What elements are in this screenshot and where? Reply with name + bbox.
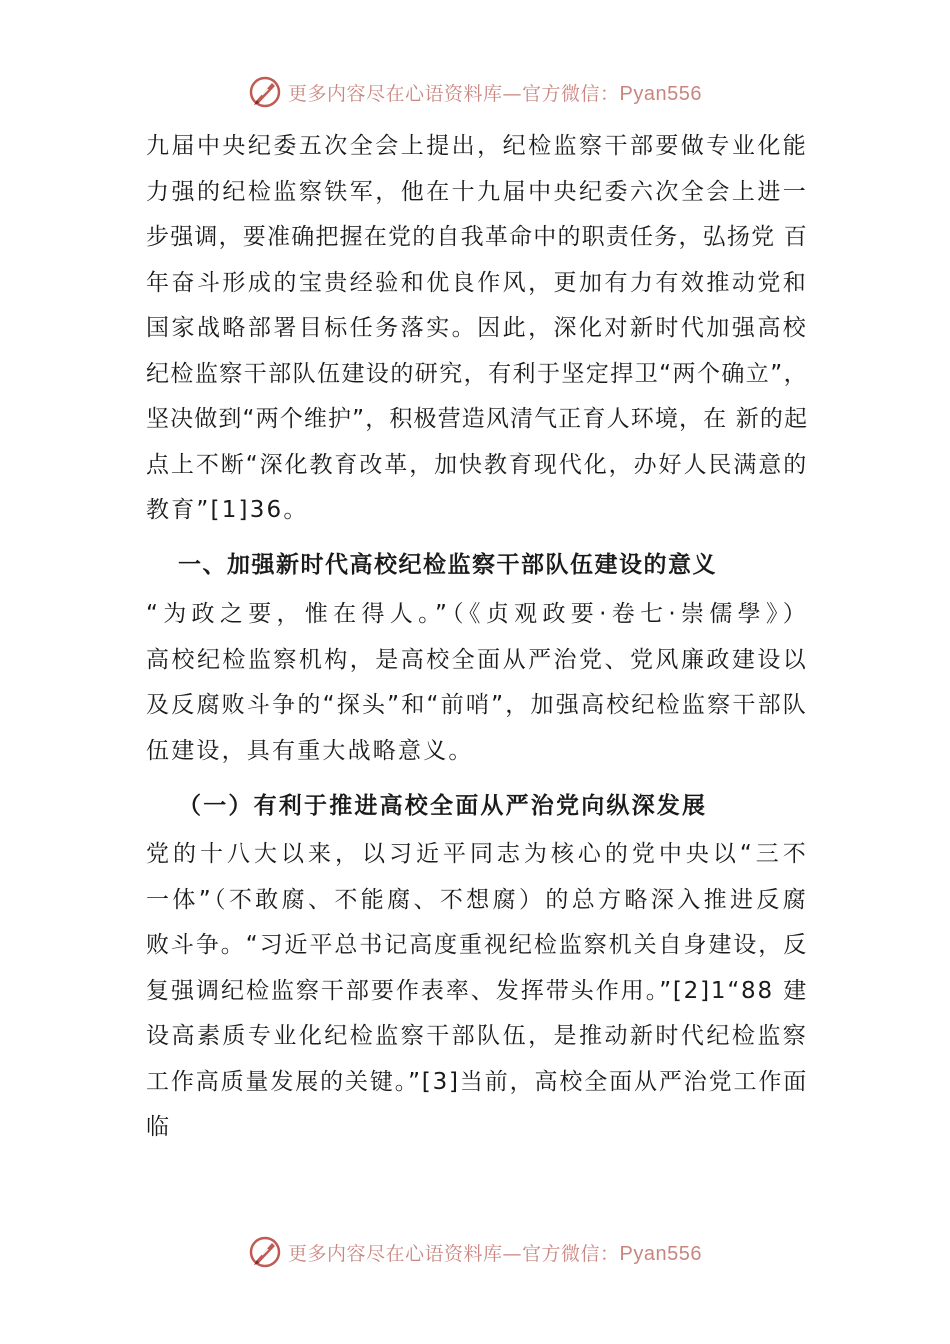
text-line: 力强的纪检监察铁军，他在十九届中央纪委六次全会上进一 [146, 178, 808, 205]
text-line: 坚决做到“两个维护”，积极营造风清气正育人环境，在 新的起 [146, 406, 808, 432]
text-line: 党的十八大以来，以习近平同志为核心的党中央以“三不 [146, 841, 808, 867]
watermark-cn-text: 更多内容尽在心语资料库—官方微信： [288, 1242, 620, 1265]
quill-pen-logo-icon [248, 75, 282, 109]
text-line: 设高素质专业化纪检监察干部队伍，是推动新时代纪检监察 [146, 1023, 808, 1049]
watermark-text [288, 79, 702, 106]
text-line: 步强调，要准确把握在党的自我革命中的职责任务，弘扬党 百 [146, 224, 808, 250]
text-line: 复强调纪检监察干部要作表率、发挥带头作用。”[2]1“88 建 [146, 977, 808, 1004]
text-line: “为政之要，惟在得人。”（《贞观政要·卷七·崇儒學》） [146, 601, 808, 627]
paragraph-2 [146, 592, 808, 774]
paragraph-1-text [146, 124, 808, 534]
watermark-cn-text: 更多内容尽在心语资料库—官方微信： [288, 82, 620, 105]
text-line: 国家战略部署目标任务落实。因此，深化对新时代加强高校 [146, 315, 808, 341]
text-line: 临 [146, 1114, 172, 1140]
subsection-heading-1: （一）有利于推进高校全面从严治党向纵深发展 [178, 793, 708, 819]
footer-watermark [0, 1232, 950, 1272]
text-line: 工作高质量发展的关键。”[3]当前，高校全面从严治党工作面 [146, 1068, 808, 1095]
section-heading-1: 一、加强新时代高校纪检监察干部队伍建设的意义 [178, 552, 717, 578]
text-line: 教育”[1]36。 [146, 497, 309, 523]
quill-pen-logo-icon [248, 1235, 282, 1269]
text-line: 年奋斗形成的宝贵经验和优良作风，更加有力有效推动党和 [146, 269, 808, 296]
text-line: 纪检监察干部队伍建设的研究，有利于坚定捍卫“两个确立”， [146, 360, 808, 387]
text-line: 高校纪检监察机构，是高校全面从严治党、党风廉政建设以 [146, 646, 808, 673]
text-line: 及反腐败斗争的“探头”和“前哨”，加强高校纪检监察干部队 [146, 692, 808, 718]
watermark-text [288, 1239, 702, 1266]
header-watermark [0, 72, 950, 112]
watermark-wechat-id: Pyan556 [619, 82, 702, 105]
text-line: 败斗争。“习近平总书记高度重视纪检监察机关自身建设，反 [146, 932, 808, 958]
watermark-wechat-id: Pyan556 [619, 1242, 702, 1265]
text-line: 点上不断“深化教育改革，加快教育现代化，办好人民满意的 [146, 451, 808, 478]
text-line: 一体”（不敢腐、不能腐、不想腐）的总方略深入推进反腐 [146, 886, 808, 913]
paragraph-3 [146, 832, 808, 1151]
paragraph-2-text [146, 592, 808, 774]
text-line: 九届中央纪委五次全会上提出，纪检监察干部要做专业化能 [146, 133, 808, 159]
paragraph-3-text [146, 832, 808, 1151]
text-line: 伍建设，具有重大战略意义。 [146, 737, 474, 764]
paragraph-1 [146, 124, 808, 534]
